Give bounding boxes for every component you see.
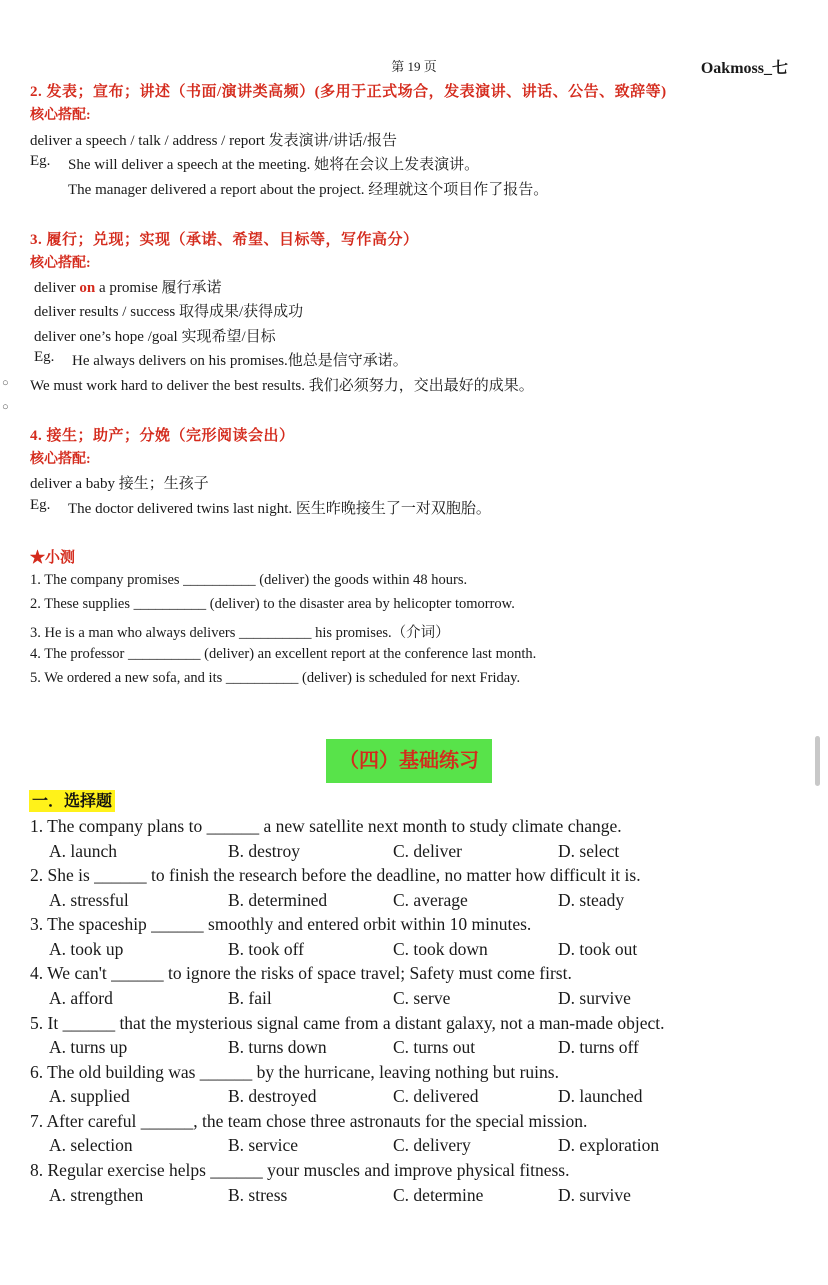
mc-option[interactable]: C. turns out [393, 1037, 476, 1057]
mc-option[interactable]: C. delivery [393, 1135, 471, 1155]
section-3-collocation-3: deliver one’s hope /goal 实现希望/目标 [34, 329, 276, 345]
mc-question: 7. After careful ______, the team chose three astronauts for the special mission. [30, 1111, 588, 1131]
section-3-collocation-1 [34, 276, 221, 297]
mc-option[interactable]: D. steady [558, 890, 625, 910]
section-2-eg-label: Eg. [30, 153, 51, 169]
star-icon: ★ [30, 550, 46, 566]
mc-option[interactable]: A. turns up [49, 1037, 128, 1057]
mc-option[interactable]: A. selection [49, 1135, 133, 1155]
mc-option[interactable]: C. delivered [393, 1086, 479, 1106]
mc-question: 8. Regular exercise helps ______ your muscles and improve physical fitness. [30, 1160, 570, 1180]
mc-question: 3. The spaceship ______ smoothly and entered orbit within 10 minutes. [30, 914, 532, 934]
section-4-example-1: The doctor delivered twins last night. 医生昨晚接生了一对双胞胎。 [68, 501, 491, 517]
collocation-object: a promise 履行承诺 [99, 280, 222, 296]
mc-option[interactable]: A. supplied [49, 1086, 130, 1106]
mc-option[interactable]: C. deliver [393, 841, 463, 861]
brand-label: Oakmoss_七 [700, 60, 788, 77]
mc-option[interactable]: B. determined [228, 890, 328, 910]
mc-option[interactable]: B. destroyed [228, 1086, 317, 1106]
mc-option[interactable]: B. destroy [228, 841, 300, 861]
section-2-subtitle: 核心搭配: [30, 108, 91, 123]
mc-question: 6. The old building was ______ by the hurricane, leaving nothing but ruins. [30, 1062, 559, 1082]
section-3-collocation-2: deliver results / success 取得成果/获得成功 [34, 304, 304, 320]
section-banner: （四）基础练习 [326, 739, 492, 783]
mc-option[interactable]: D. survive [558, 988, 631, 1008]
mc-option[interactable]: B. took off [228, 939, 304, 959]
quiz-item: 4. The professor __________ (deliver) an excellent report at the conference last month. [30, 646, 537, 662]
section-4-eg-label: Eg. [30, 497, 51, 513]
highlight-preposition: on [79, 280, 96, 296]
section-4-collocation: deliver a baby 接生；生孩子 [30, 476, 209, 492]
bullet-marker: ○ [2, 401, 9, 413]
mc-option[interactable]: D. survive [558, 1185, 631, 1205]
mc-option[interactable]: D. turns off [558, 1037, 639, 1057]
mc-question: 2. She is ______ to finish the research before the deadline, no matter how difficult it is. [30, 865, 641, 885]
quiz-item: 1. The company promises __________ (deliver) the goods within 48 hours. [30, 572, 468, 588]
mc-option[interactable]: A. strengthen [49, 1185, 144, 1205]
mc-option[interactable]: B. stress [228, 1185, 288, 1205]
quiz-title: 小测 [45, 550, 76, 566]
section-3-eg-label: Eg. [34, 349, 55, 365]
section-3-example-1: He always delivers on his promises.他总是信守承诺。 [72, 353, 408, 369]
mc-option[interactable]: A. stressful [49, 890, 129, 910]
mc-option[interactable]: C. serve [393, 988, 451, 1008]
mc-option[interactable]: B. turns down [228, 1037, 327, 1057]
mc-option[interactable]: A. afford [49, 988, 113, 1008]
mc-option[interactable]: A. launch [49, 841, 118, 861]
mc-question: 4. We can't ______ to ignore the risks of space travel; Safety must come first. [30, 963, 572, 983]
section-3-subtitle: 核心搭配: [30, 256, 91, 271]
scrollbar-thumb[interactable] [815, 736, 820, 786]
mc-option[interactable]: A. took up [49, 939, 124, 959]
page-number: 第 19 页 [391, 59, 437, 74]
section-3-example-2: We must work hard to deliver the best results. 我们必须努力，交出最好的成果。 [30, 378, 534, 394]
quiz-item: 3. He is a man who always delivers __________ his promises.（介词） [30, 625, 450, 641]
section-2-example-1: She will deliver a speech at the meeting. 她将在会议上发表演讲。 [68, 157, 480, 173]
mc-option[interactable]: D. launched [558, 1086, 643, 1106]
quiz-heading [30, 546, 75, 567]
mc-option[interactable]: D. exploration [558, 1135, 660, 1155]
mc-option[interactable]: D. took out [558, 939, 638, 959]
section-4-subtitle: 核心搭配: [30, 452, 91, 467]
section-2-collocation: deliver a speech / talk / address / report 发表演讲/讲话/报告 [30, 133, 397, 149]
mc-option[interactable]: C. average [393, 890, 468, 910]
quiz-item: 2. These supplies __________ (deliver) to the disaster area by helicopter tomorrow. [30, 596, 515, 612]
mc-option[interactable]: B. fail [228, 988, 272, 1008]
mc-option[interactable]: C. determine [393, 1185, 484, 1205]
mc-option[interactable]: B. service [228, 1135, 298, 1155]
bullet-marker: ○ [2, 377, 9, 389]
mc-question: 5. It ______ that the mysterious signal came from a distant galaxy, not a man-made object. [30, 1013, 665, 1033]
mc-question: 1. The company plans to ______ a new satellite next month to study climate change. [30, 816, 622, 836]
mc-heading: 一．选择题 [29, 790, 115, 812]
section-4-title: 4. 接生；助产；分娩（完形阅读会出） [30, 428, 295, 444]
section-2-example-2: The manager delivered a report about the project. 经理就这个项目作了报告。 [68, 182, 549, 198]
section-2-title: 2. 发表；宣布；讲述（书面/演讲类高频）(多用于正式场合，发表演讲、讲话、公告、致辞等) [30, 84, 667, 100]
section-3-title: 3. 履行；兑现；实现（承诺、希望、目标等，写作高分） [30, 232, 419, 248]
mc-option[interactable]: D. select [558, 841, 620, 861]
mc-option[interactable]: C. took down [393, 939, 488, 959]
collocation-verb: deliver [34, 280, 76, 296]
quiz-item: 5. We ordered a new sofa, and its __________ (deliver) is scheduled for next Friday. [30, 670, 521, 686]
